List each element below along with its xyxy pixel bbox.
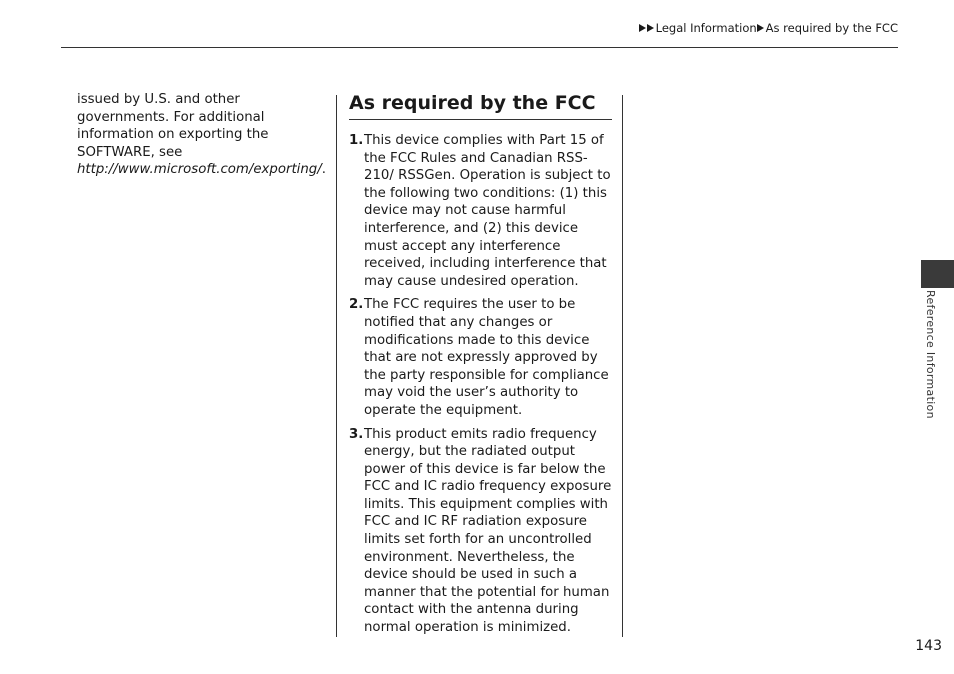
list-item-number: 2.	[349, 297, 364, 313]
column-divider-left	[336, 95, 337, 637]
list-item-text: This product emits radio frequency energy, but the radiated output power of this device is far below the FCC and IC radio frequency exposure limits. This equipment complies with FCC and IC RF radiation exposure limits set forth for an uncontrolled environment. Nevertheless, the device should be used in such a manner that the potential for human contact with the antenna during normal operation is minimized.	[364, 426, 612, 636]
breadcrumb-arrow-icon	[647, 24, 654, 32]
breadcrumb-item-legal-information[interactable]: Legal Information	[655, 21, 757, 35]
list-item	[349, 426, 612, 637]
left-column-body: issued by U.S. and other governments. For additional information on exporting the SOFTWARE, see	[77, 92, 269, 160]
list-item-number: 1.	[349, 133, 364, 148]
side-tab-marker[interactable]	[921, 260, 954, 288]
fcc-list	[349, 132, 612, 637]
fcc-section	[349, 89, 612, 643]
list-item	[349, 296, 612, 419]
header-divider	[61, 47, 898, 48]
list-item-number: 3.	[349, 426, 364, 442]
left-column-text	[77, 91, 327, 179]
breadcrumb-arrow-icon	[757, 24, 764, 32]
left-column-suffix: .	[321, 162, 326, 178]
microsoft-exporting-link[interactable]: http://www.microsoft.com/exporting/	[77, 162, 322, 178]
breadcrumb-arrow-icon	[639, 24, 646, 32]
breadcrumb	[639, 21, 898, 35]
list-item	[349, 132, 612, 290]
list-item-text: This device complies with Part 15 of the FCC Rules and Canadian RSS-210/ RSSGen. Operation is subject to the following two conditions: (1) this device may not cause harmful interference, and (2) this device must accept any interference received, including interference that may cause undesired operation.	[364, 133, 611, 289]
side-tab-label: Reference Information	[924, 290, 937, 419]
list-item-text: The FCC requires the user to be notified that any changes or modifications made to this device that are not expressly approved by the party responsible for compliance may void the user’s authority to operate the equipment.	[364, 297, 609, 418]
column-divider-right	[622, 95, 623, 637]
section-title: As required by the FCC	[349, 89, 612, 120]
page-number: 143	[915, 638, 942, 654]
breadcrumb-item-fcc[interactable]: As required by the FCC	[765, 21, 898, 35]
